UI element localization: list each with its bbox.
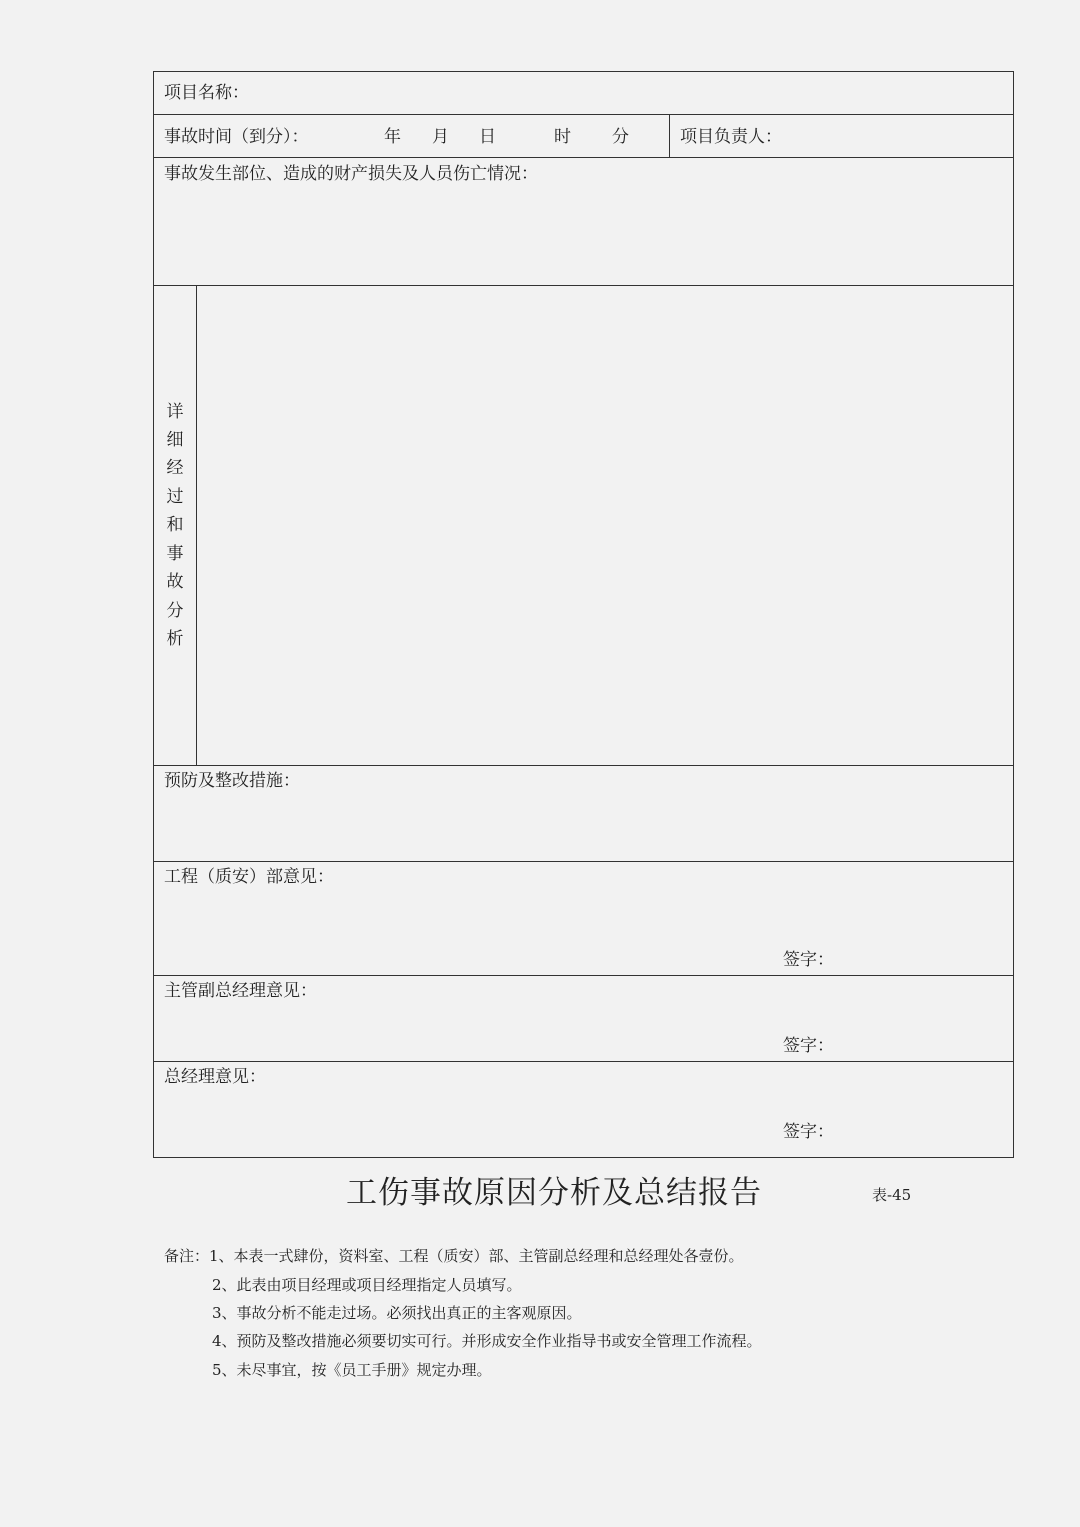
report-title: 工伤事故原因分析及总结报告 [346, 1175, 762, 1211]
note-item: 备注：1、本表一式肆份，资料室、工程（质安）部、主管副总经理和总经理处各壹份。 [164, 1247, 744, 1265]
signature-label: 签字： [783, 1122, 834, 1142]
time-row [154, 115, 1013, 158]
detail-char: 详 [166, 401, 184, 422]
project-name-row [154, 72, 1013, 115]
time-unit-year: 年 [384, 127, 401, 147]
damage-row [154, 158, 1013, 286]
damage-label: 事故发生部位、造成的财产损失及人员伤亡情况： [164, 164, 538, 184]
note-item: 3、事故分析不能走过场。必须找出真正的主客观原因。 [212, 1304, 582, 1322]
signature-label: 签字： [783, 1036, 834, 1056]
time-unit-month: 月 [432, 127, 449, 147]
detail-char: 和 [166, 515, 184, 536]
detail-char: 分 [166, 600, 184, 621]
signature-label: 签字： [783, 950, 834, 970]
detail-char: 经 [166, 458, 184, 479]
time-row-divider [669, 115, 670, 157]
table-number: 表-45 [872, 1186, 912, 1204]
time-unit-day: 日 [479, 127, 496, 147]
note-item: 5、未尽事宜，按《员工手册》规定办理。 [212, 1361, 492, 1379]
project-lead-label: 项目负责人： [680, 127, 782, 147]
detail-char: 过 [166, 486, 184, 507]
detail-row [154, 286, 1013, 766]
detail-vertical-label [154, 286, 196, 765]
detail-char: 故 [166, 572, 184, 593]
detail-char: 析 [166, 628, 184, 649]
prevention-label: 预防及整改措施： [164, 771, 300, 791]
detail-row-divider [196, 286, 197, 765]
engineering-opinion-row [154, 862, 1013, 976]
engineering-opinion-label: 工程（质安）部意见： [164, 867, 334, 887]
note-item: 4、预防及整改措施必须要切实可行。并形成安全作业指导书或安全管理工作流程。 [212, 1332, 762, 1350]
detail-char: 事 [166, 543, 184, 564]
prevention-row [154, 766, 1013, 862]
vp-opinion-row [154, 976, 1013, 1062]
note-item: 2、此表由项目经理或项目经理指定人员填写。 [212, 1276, 522, 1294]
accident-report-form [153, 71, 1014, 1158]
time-unit-hour: 时 [554, 127, 571, 147]
gm-opinion-row [154, 1062, 1013, 1157]
vp-opinion-label: 主管副总经理意见： [164, 981, 317, 1001]
accident-time-label: 事故时间（到分）： [164, 127, 309, 147]
detail-char: 细 [166, 430, 184, 451]
time-unit-minute: 分 [612, 127, 629, 147]
project-name-label: 项目名称： [164, 83, 249, 103]
gm-opinion-label: 总经理意见： [164, 1067, 266, 1087]
